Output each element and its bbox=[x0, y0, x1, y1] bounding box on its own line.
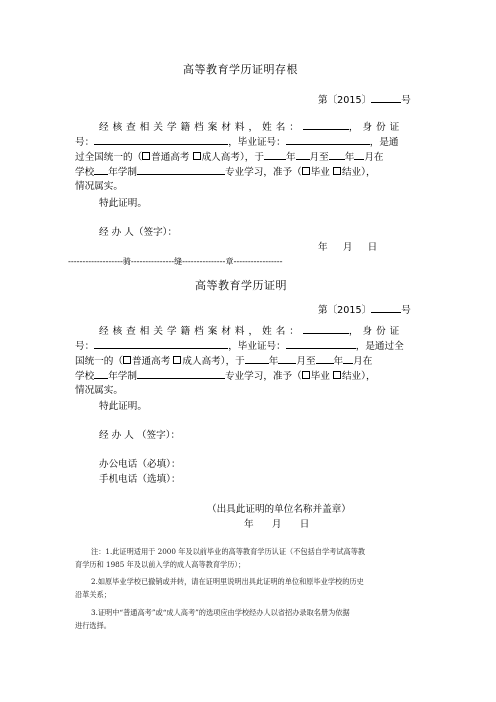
cert-name-blank bbox=[303, 323, 349, 334]
cert-complete-checkbox[interactable] bbox=[333, 371, 341, 379]
stub-start-month-blank bbox=[296, 149, 310, 160]
cert-id-blank bbox=[94, 338, 228, 349]
cert-verify-2c: ，是通过全 bbox=[355, 341, 404, 352]
note-3b: 进行选择。 bbox=[75, 621, 111, 630]
stub-adult-checkbox[interactable] bbox=[193, 152, 201, 160]
cert-year-2: 年 bbox=[333, 356, 344, 367]
stub-title: 高等教育学历证明存根 bbox=[183, 63, 298, 76]
stub-system: 年学制 bbox=[108, 167, 137, 178]
stub-to: 至 bbox=[319, 152, 329, 163]
stub-number-prefix: 第〔2015〕 bbox=[318, 95, 372, 106]
cert-verify-4c: ）， bbox=[361, 371, 376, 382]
cert-end-month-blank bbox=[343, 353, 353, 364]
cert-end-year-blank bbox=[316, 353, 334, 364]
stub-complete-checkbox[interactable] bbox=[333, 167, 341, 175]
stub-verify-4a: 学校 bbox=[75, 167, 95, 178]
cert-verify-4a: 学校 bbox=[75, 371, 95, 382]
cert-verify-1b: ，身份证 bbox=[348, 326, 404, 337]
stub-month-1: 月 bbox=[309, 152, 320, 163]
cert-opt-regular: 普通高考 bbox=[131, 356, 171, 367]
stub-line-3 bbox=[75, 149, 384, 165]
cert-line-4 bbox=[75, 368, 376, 384]
stub-year-2: 年 bbox=[344, 152, 355, 163]
cert-opt-graduate: 毕业 bbox=[310, 371, 330, 382]
cert-major-blank bbox=[137, 368, 225, 379]
cert-regular-checkbox[interactable] bbox=[123, 356, 131, 364]
stub-end-year-blank bbox=[329, 149, 345, 160]
cert-number-suffix: 号 bbox=[401, 305, 411, 316]
stub-diploma-blank bbox=[286, 134, 370, 145]
cert-verify-4b: 专业学习，准予（ bbox=[224, 371, 302, 382]
stub-opt-regular: 普通高考 bbox=[151, 152, 190, 163]
stub-verify-1a: 经核查相关学籍档案材料，姓名： bbox=[99, 122, 303, 133]
stub-verify-1b: ，身份证 bbox=[348, 122, 404, 133]
stub-number-blank bbox=[371, 92, 401, 103]
cert-title: 高等教育学历证明 bbox=[195, 279, 287, 292]
cert-certify: 特此证明。 bbox=[99, 401, 147, 412]
stub-verify-2c: ，是通 bbox=[369, 137, 399, 148]
cert-at: 月在 bbox=[353, 356, 373, 367]
stub-at: 月在 bbox=[364, 152, 384, 163]
cert-verify-3b: ），于 bbox=[220, 356, 245, 367]
cert-system: 年学制 bbox=[108, 371, 137, 382]
stub-verify-4c: ）， bbox=[361, 167, 376, 178]
stub-handler: 经 办 人（签字）： bbox=[99, 227, 178, 238]
stub-number bbox=[318, 92, 411, 108]
stub-name-blank bbox=[303, 119, 349, 130]
stub-verify-3a: 过全国统一的（ bbox=[75, 152, 143, 163]
stub-verify-2b: ，毕业证号： bbox=[228, 137, 286, 148]
cert-month-to: 月至 bbox=[296, 356, 316, 367]
stub-id-blank bbox=[94, 134, 228, 145]
cert-opt-complete: 结业 bbox=[341, 371, 362, 382]
stub-verify-3b: ），于 bbox=[239, 152, 264, 163]
stub-years-blank bbox=[94, 164, 108, 175]
stub-graduate-checkbox[interactable] bbox=[302, 167, 310, 175]
stub-truth: 情况属实。 bbox=[75, 181, 123, 192]
stub-end-month-blank bbox=[354, 149, 364, 160]
note-1b: 育学历和 1985 年及以前入学的成人高等教育学历）； bbox=[75, 560, 246, 569]
stub-major-blank bbox=[137, 164, 225, 175]
cert-years-blank bbox=[94, 368, 108, 379]
cert-handler: 经 办 人 （签字）： bbox=[99, 430, 181, 441]
stub-opt-adult: 成人高考 bbox=[201, 152, 240, 163]
stub-verify-2a: 号： bbox=[75, 137, 95, 148]
stub-year-1: 年 bbox=[285, 152, 296, 163]
cert-verify-2b: ，毕业证号： bbox=[228, 341, 286, 352]
cert-opt-adult: 成人高考 bbox=[182, 356, 221, 367]
seam-line: -------------------骑---------------缝---------------章----------------- bbox=[68, 257, 283, 266]
cert-line-2 bbox=[75, 338, 404, 354]
cert-diploma-blank bbox=[286, 338, 356, 349]
cert-office-phone: 办公电话（必填）： bbox=[99, 459, 181, 470]
stub-opt-graduate: 毕业 bbox=[310, 167, 330, 178]
cert-year-1: 年 bbox=[268, 356, 279, 367]
stub-regular-checkbox[interactable] bbox=[142, 152, 150, 160]
stub-start-year-blank bbox=[264, 149, 286, 160]
cert-date: 年 月 日 bbox=[244, 519, 310, 530]
cert-verify-2a: 号： bbox=[75, 341, 95, 352]
stub-number-suffix: 号 bbox=[401, 95, 411, 106]
note-1a: 注：1.此证明适用于 2000 年及以前毕业的高等教育学历认证（不包括自学考试高等教 bbox=[91, 547, 366, 556]
cert-graduate-checkbox[interactable] bbox=[302, 371, 310, 379]
cert-line-3 bbox=[75, 353, 372, 369]
note-2a: 2.如原毕业学校已撤销或并转，请在证明里说明出具此证明的单位和原毕业学校的历史 bbox=[91, 577, 364, 586]
stub-verify-4b: 专业学习，准予（ bbox=[224, 167, 302, 178]
note-2b: 沿革关系； bbox=[75, 590, 111, 599]
stub-certify: 特此证明。 bbox=[99, 198, 147, 209]
stub-date: 年 月 日 bbox=[318, 242, 378, 253]
stub-line-4 bbox=[75, 164, 376, 180]
cert-number-blank bbox=[371, 302, 401, 313]
cert-verify-3a: 国统一的（ bbox=[75, 356, 123, 367]
cert-start-month-blank bbox=[278, 353, 296, 364]
stub-line-2 bbox=[75, 134, 399, 150]
cert-verify-1a: 经核查相关学籍档案材料，姓名： bbox=[99, 326, 303, 337]
cert-start-year-blank bbox=[245, 353, 269, 364]
cert-line-1 bbox=[99, 323, 403, 339]
cert-truth: 情况属实。 bbox=[75, 385, 123, 396]
cert-adult-checkbox[interactable] bbox=[173, 356, 181, 364]
cert-issuer: （出具此证明的单位名称并盖章） bbox=[207, 504, 351, 515]
cert-mobile-phone: 手机电话（选填）： bbox=[99, 474, 181, 485]
stub-opt-complete: 结业 bbox=[341, 167, 362, 178]
cert-number-prefix: 第〔2015〕 bbox=[318, 305, 372, 316]
note-3a: 3.证明中“普通高考”或“成人高考”的选项应由学校经办人以省招办录取名册为依据 bbox=[91, 608, 350, 617]
stub-line-1 bbox=[99, 119, 403, 135]
cert-number bbox=[318, 302, 411, 318]
